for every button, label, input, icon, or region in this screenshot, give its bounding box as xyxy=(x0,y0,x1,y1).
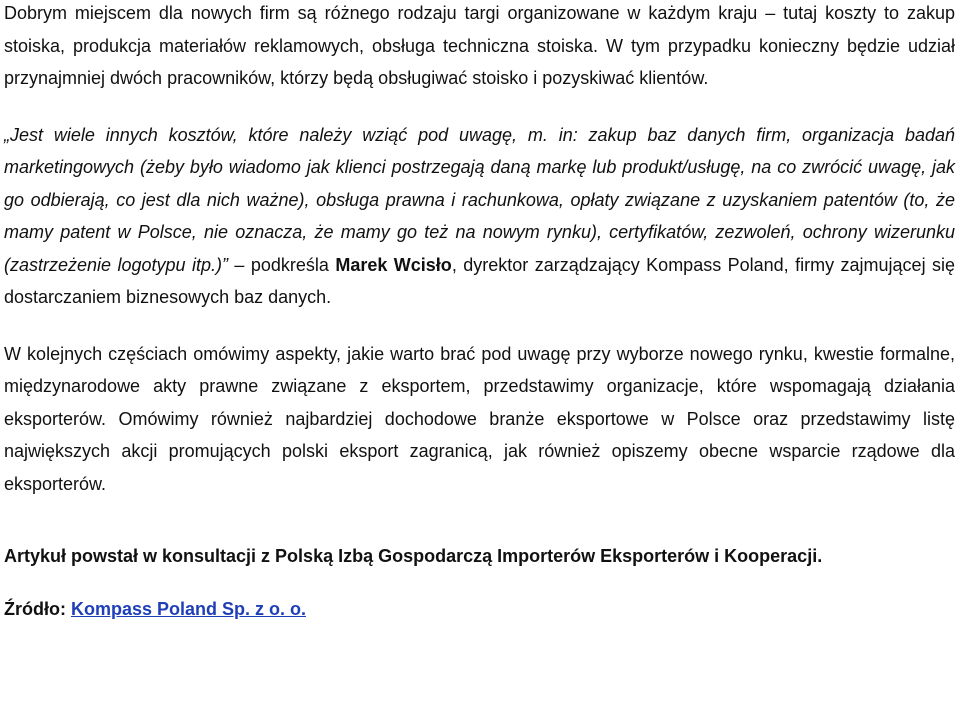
quote-paragraph xyxy=(4,119,955,314)
consultation-note: Artykuł powstał w konsultacji z Polską Izbą Gospodarczą Importerów Eksporterów i Kooperacji. xyxy=(4,546,823,566)
intro-paragraph: Dobrym miejscem dla nowych firm są różnego rodzaju targi organizowane w każdym kraju – tutaj koszty to zakup stoiska, produkcja materiałów reklamowych, obsługa techniczna stoiska. W tym przypadku konieczny będzie udział przynajmniej dwóch pracowników, którzy będą obsługiwać stoisko i pozyskiwać klientów. xyxy=(4,3,955,88)
source-link[interactable]: Kompass Poland Sp. z o. o. xyxy=(70,598,307,619)
speaker-role: , dyrektor zarządzający Kompass Poland, firmy zajmującej się dostarczaniem biznesowych baz danych. xyxy=(4,254,956,307)
quote-attribution-connector: – podkreśla xyxy=(227,254,336,275)
article-body xyxy=(4,0,955,625)
quote-text: „Jest wiele innych kosztów, które należy wziąć pod uwagę, m. in: zakup baz danych firm, organizacja badań marketingowych (żeby było wiadomo jak klienci postrzegają daną markę lub produkt/usługę, na co zwrócić uwagę, jak go odbierają, co jest dla nich ważne), obsługa prawna i rachunkowa, opłaty związane z uzyskaniem patentów (to, że mamy patent w Polsce, nie oznacza, że mamy go też na nowym rynku), certyfikatów, zezwoleń, ochrony wizerunku (zastrzeżenie logotypu itp.)” xyxy=(4,124,955,275)
outlook-paragraph: W kolejnych częściach omówimy aspekty, jakie warto brać pod uwagę przy wyborze nowego rynku, kwestie formalne, międzynarodowe akty prawne związane z eksportem, przedstawimy organizacje, które wspomagają działania eksporterów. Omówimy również najbardziej dochodowe branże eksportowe w Polsce oraz przedstawimy listę największych akcji promujących polski eksport zagranicą, jak również opiszemy obecne wsparcie rządowe dla eksporterów. xyxy=(4,343,955,494)
source-line xyxy=(4,593,955,626)
source-label: Źródło: xyxy=(4,598,71,619)
speaker-name: Marek Wcisło xyxy=(335,254,452,275)
